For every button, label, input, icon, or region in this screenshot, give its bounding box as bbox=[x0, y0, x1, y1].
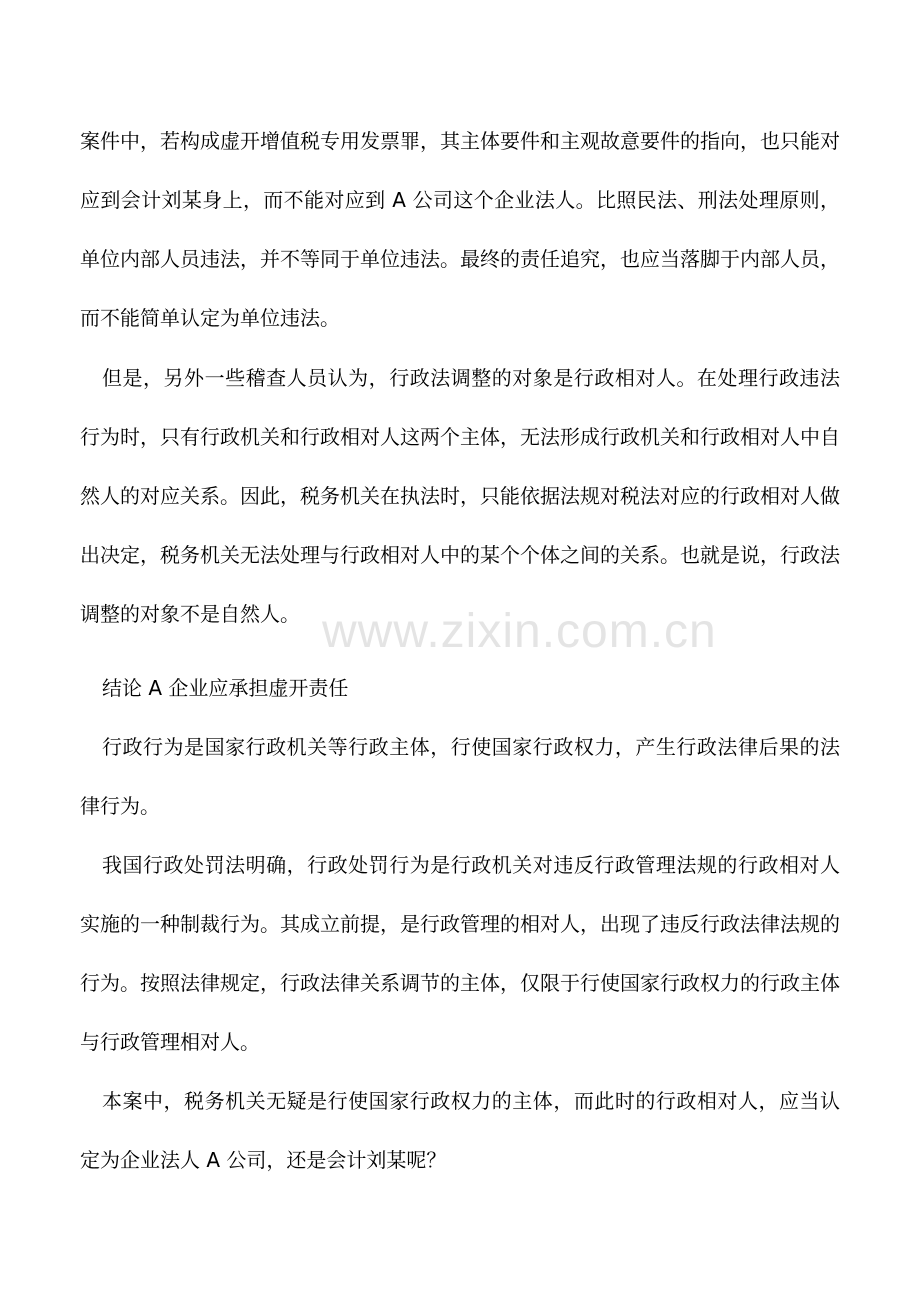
paragraph-case-analysis: 案件中，若构成虚开增值税专用发票罪，其主体要件和主观故意要件的指向，也只能对应到会计刘某身上，而不能对应到 A 公司这个企业法人。比照民法、刑法处理原则，单位内部人员违法，并不等同于单位违法。最终的责任追究，也应当落脚于内部人员，而不能简单认定为单位违法。 bbox=[80, 129, 840, 330]
section-heading-conclusion: 结论 A 企业应承担虚开责任 bbox=[102, 676, 349, 700]
watermark: www.zixin.com.cn bbox=[322, 605, 717, 658]
paragraph-penalty-law: 我国行政处罚法明确，行政处罚行为是行政机关对违反行政管理法规的行政相对人实施的一种制裁行为。其成立前提，是行政管理的相对人，出现了违反行政法律法规的行为。按照法律规定，行政法律关系调节的主体，仅限于行使国家行政权力的行政主体与行政管理相对人。 bbox=[80, 853, 840, 1054]
paragraph-opposing-view: 但是，另外一些稽查人员认为，行政法调整的对象是行政相对人。在处理行政违法行为时，只有行政机关和行政相对人这两个主体，无法形成行政机关和行政相对人中自然人的对应关系。因此，税务机关在执法时，只能依据法规对税法对应的行政相对人做出决定，税务机关无法处理与行政相对人中的某个个体之间的关系。也就是说，行政法调整的对象不是自然人。 bbox=[80, 366, 840, 626]
paragraph-administrative-act: 行政行为是国家行政机关等行政主体，行使国家行政权力，产生行政法律后果的法律行为。 bbox=[80, 735, 840, 818]
paragraph-this-case: 本案中，税务机关无疑是行使国家行政权力的主体，而此时的行政相对人，应当认定为企业法人 A 公司，还是会计刘某呢？ bbox=[80, 1089, 840, 1172]
